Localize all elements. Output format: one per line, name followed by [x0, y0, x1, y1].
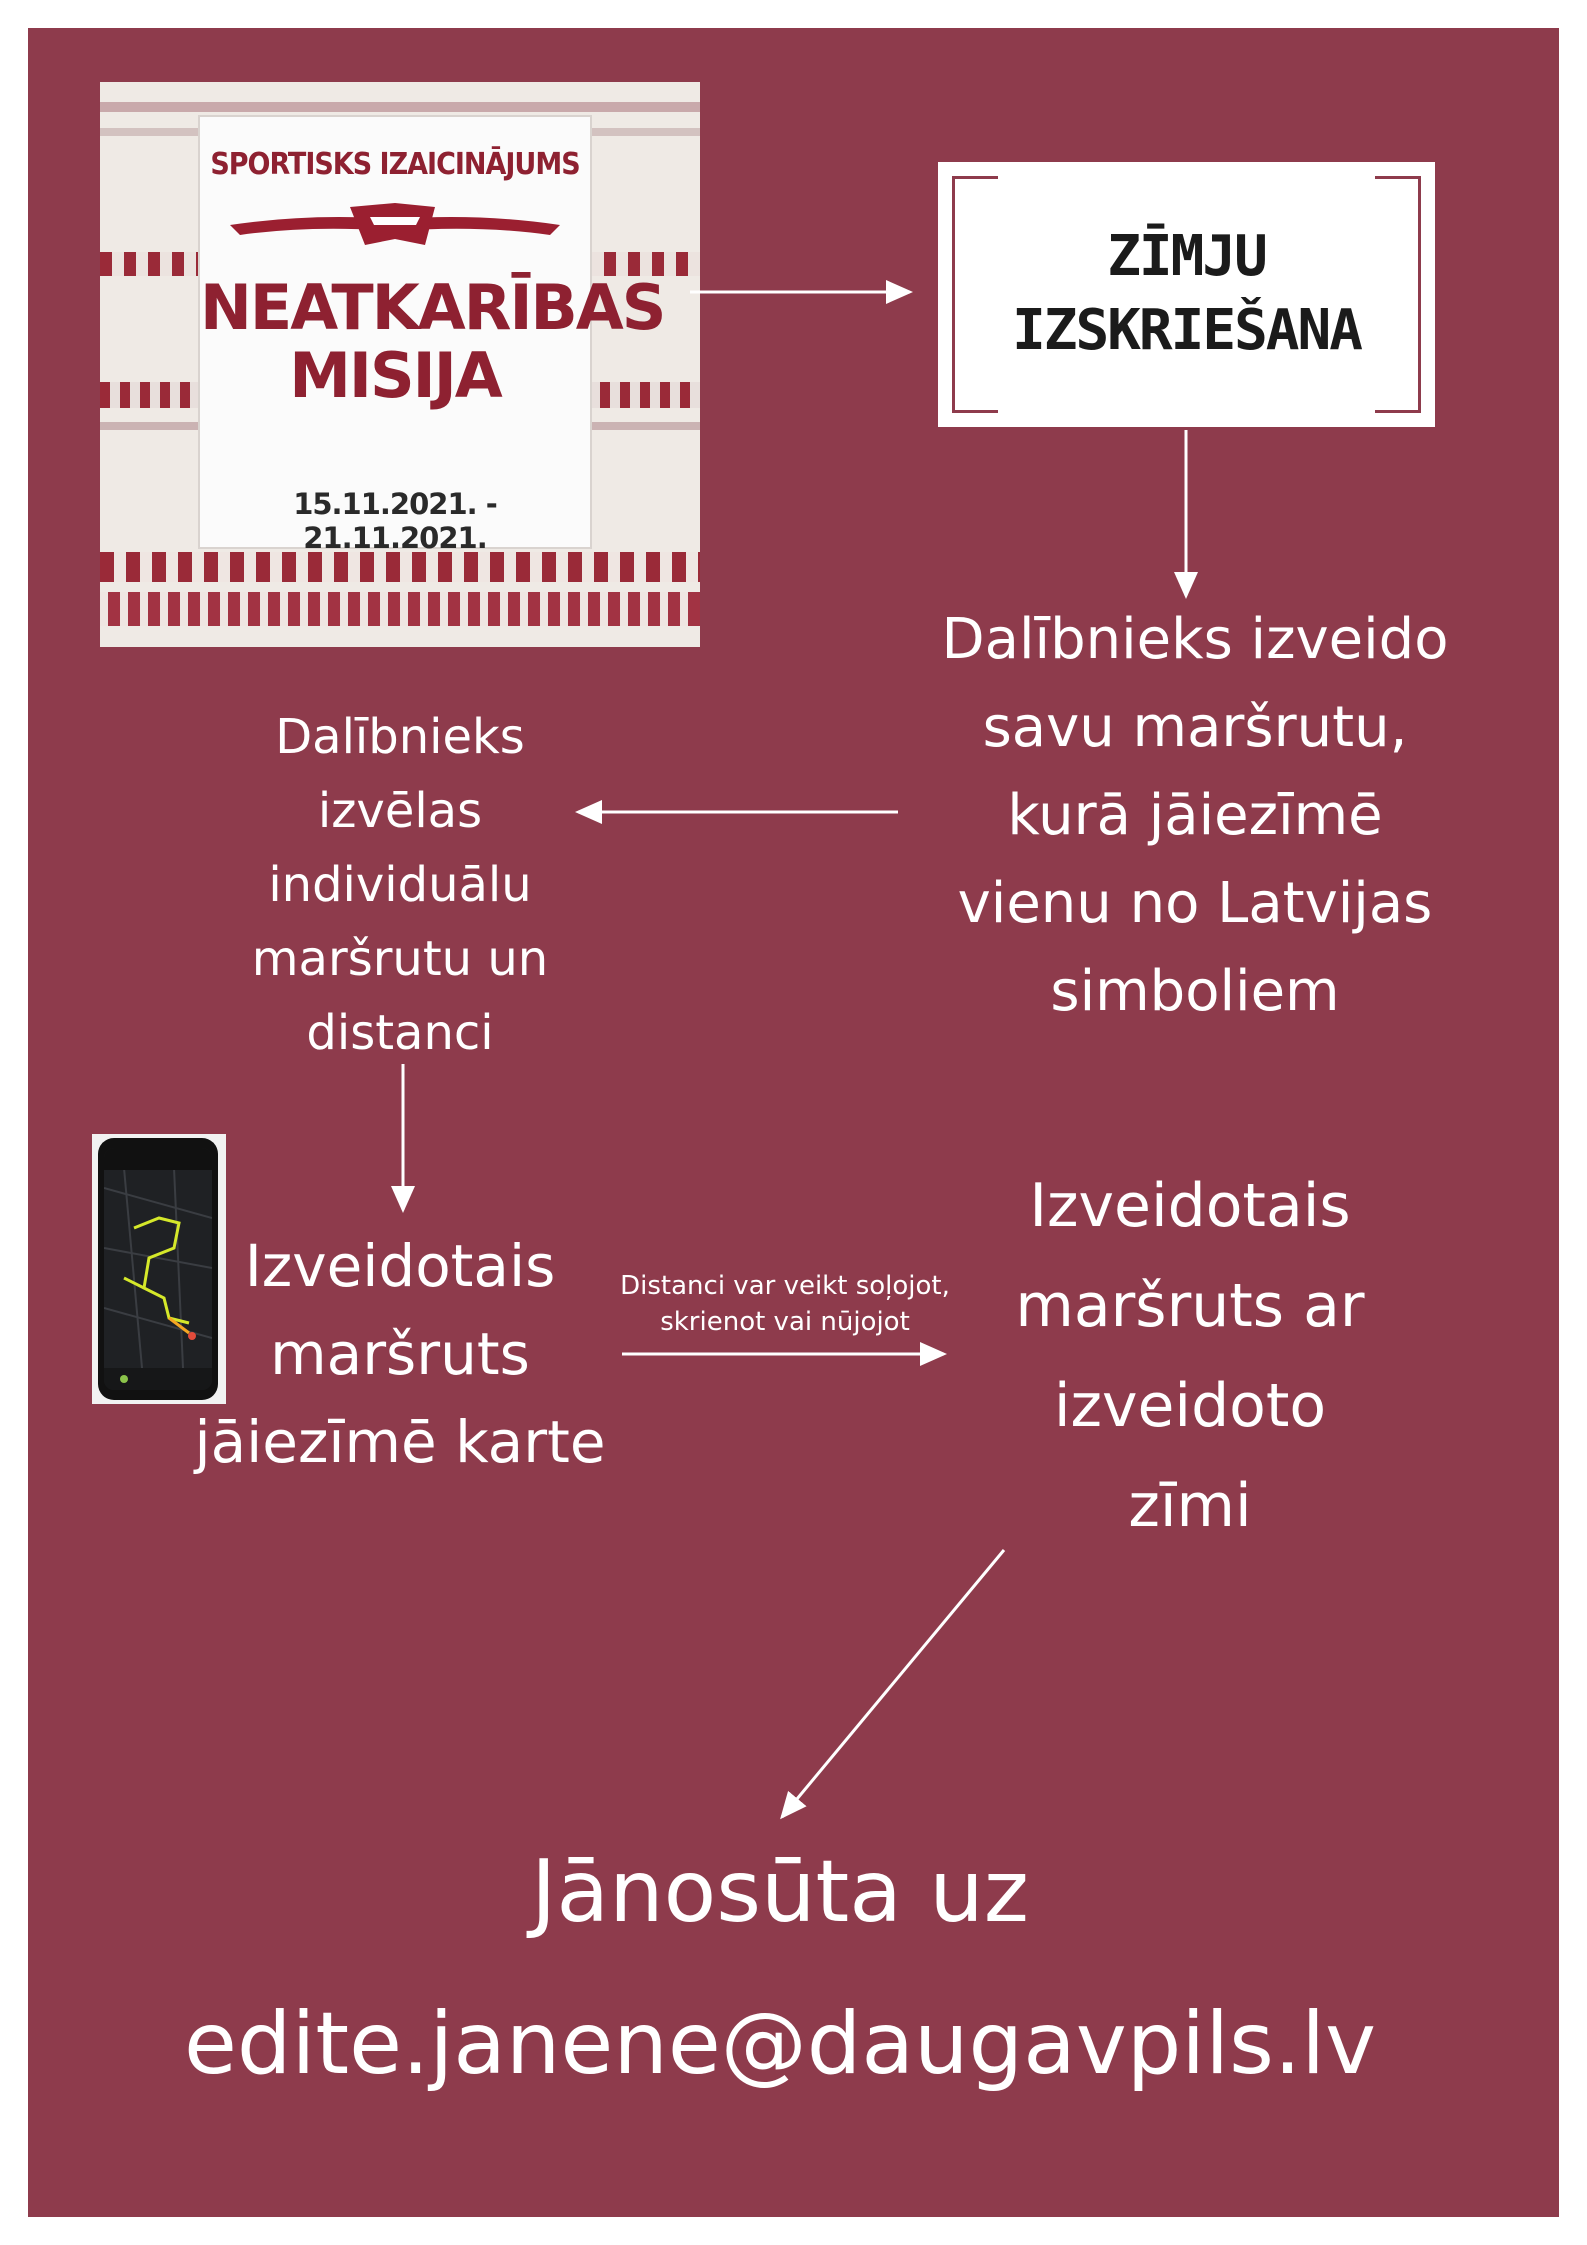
node-line: maršrutu un	[251, 931, 549, 987]
email-address: edite.janene@daugavpils.lv	[183, 1994, 1377, 2094]
node-line: Dalībnieks izveido	[941, 607, 1449, 672]
node-line: zīmi	[1128, 1471, 1252, 1541]
node-line: individuālu	[268, 857, 532, 913]
poster-title-line2: MISIJA	[289, 339, 501, 412]
node-line: Izveidotais	[1029, 1171, 1351, 1241]
poster-headline: SPORTISKS IZAICINĀJUMS	[210, 147, 580, 182]
node-line: maršruts ar	[1015, 1271, 1365, 1341]
title-line: ZĪMJU	[1107, 224, 1266, 289]
poster-dates: 15.11.2021. - 21.11.2021.	[293, 487, 497, 555]
node-line: jāiezīmē karte	[194, 1408, 606, 1476]
node-line: Dalībnieks	[275, 709, 525, 765]
arrow-result-to-send	[782, 1550, 1004, 1817]
edge-label-line: Distanci var veikt soļojot,	[620, 1271, 950, 1301]
node-line: izvēlas	[317, 783, 483, 839]
node-line: savu maršrutu,	[982, 695, 1408, 760]
send-to-label: Jānosūta uz	[531, 1842, 1029, 1942]
node-line: simboliem	[1050, 959, 1340, 1024]
node-line: izveidoto	[1053, 1371, 1327, 1441]
edge-label-line: skrienot vai nūjojot	[660, 1307, 910, 1337]
node-line: kurā jāiezīmē	[1007, 783, 1383, 848]
node-line: distanci	[306, 1005, 494, 1061]
node-line: maršruts	[270, 1320, 530, 1388]
node-line: vienu no Latvijas	[957, 871, 1433, 936]
node-line: Izveidotais	[244, 1232, 556, 1300]
title-line: IZSKRIEŠANA	[1012, 298, 1361, 363]
poster-title-line1: NEATKARĪBAS	[200, 271, 665, 344]
